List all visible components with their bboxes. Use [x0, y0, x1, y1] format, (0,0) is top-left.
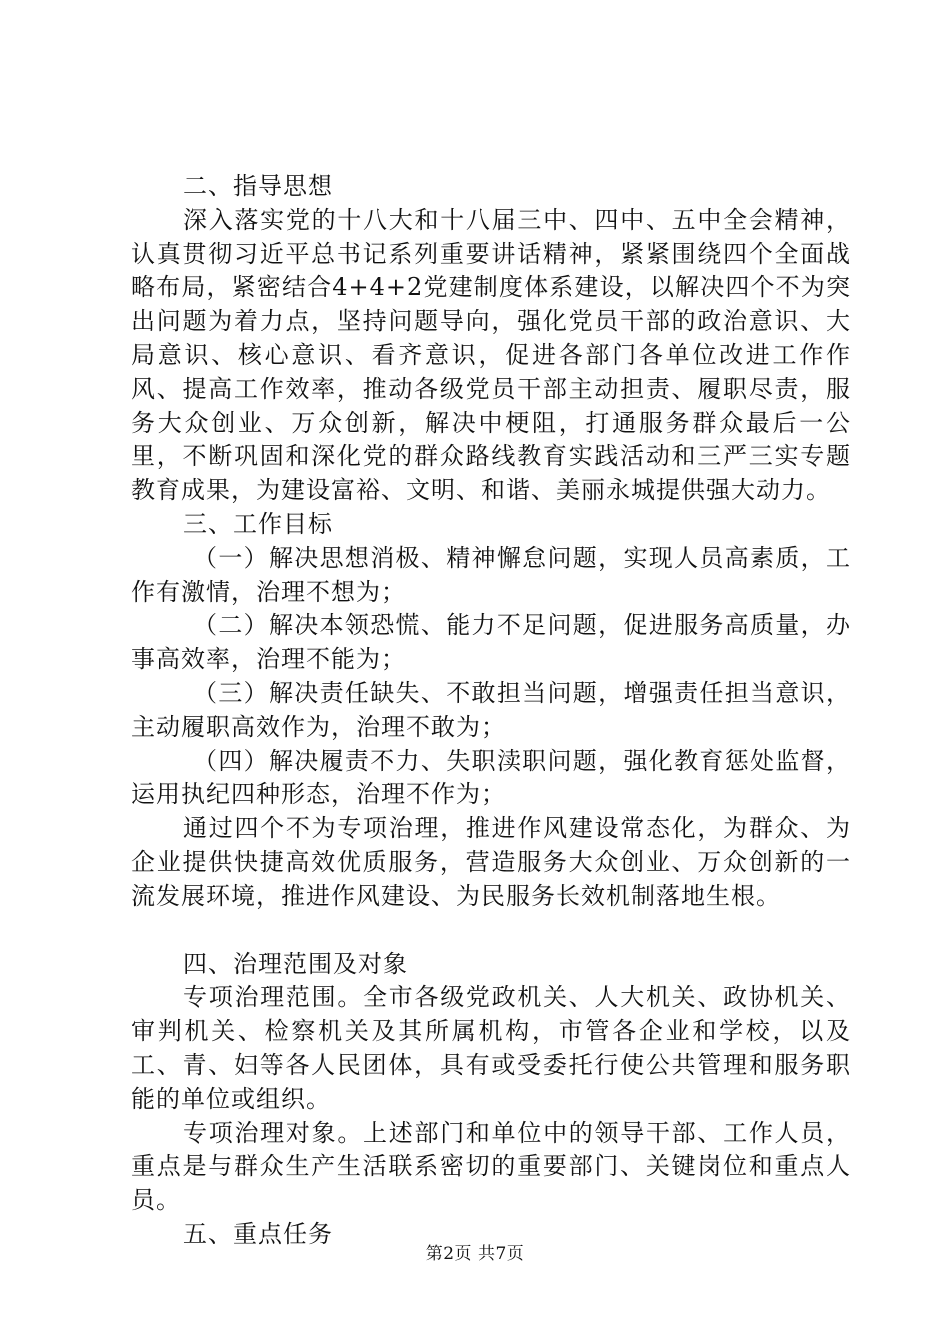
goal-item-2: （二）解决本领恐慌、能力不足问题，促进服务高质量，办事高效率，治理不能为； — [131, 611, 851, 674]
section-heading-key-tasks: 五、重点任务 — [183, 1219, 333, 1248]
page-number-footer: 第2页 共7页 — [425, 1244, 525, 1264]
section-heading-work-goals: 三、工作目标 — [183, 509, 333, 538]
goal-item-1: （一）解决思想消极、精神懈怠问题，实现人员高素质，工作有激情，治理不想为； — [131, 543, 851, 606]
paragraph-scope: 专项治理范围。全市各级党政机关、人大机关、政协机关、审判机关、检察机关及其所属机构，市管各企业和学校，以及工、青、妇等各人民团体，具有或受委托行使公共管理和服务职能的单位或组织。 — [131, 983, 851, 1113]
goal-item-3: （三）解决责任缺失、不敢担当问题，增强责任担当意识，主动履职高效作为，治理不敢为； — [131, 678, 851, 741]
paragraph-work-goals-summary: 通过四个不为专项治理，推进作风建设常态化，为群众、为企业提供快捷高效优质服务，营造服务大众创业、万众创新的一流发展环境，推进作风建设、为民服务长效机制落地生根。 — [131, 814, 851, 910]
paragraph-targets: 专项治理对象。上述部门和单位中的领导干部、工作人员，重点是与群众生产生活联系密切的重要部门、关键岗位和重点人员。 — [131, 1118, 851, 1215]
goal-item-4: （四）解决履责不力、失职渎职问题，强化教育惩处监督，运用执纪四种形态，治理不作为； — [131, 746, 851, 809]
paragraph-guiding-ideology: 深入落实党的十八大和十八届三中、四中、五中全会精神，认真贯彻习近平总书记系列重要讲话精神，紧紧围绕四个全面战略布局，紧密结合4+4+2党建制度体系建设，以解决四个不为突出问题为着力点，坚持问题导向，强化党员干部的政治意识、大局意识、核心意识、看齐意识，促进各部门各单位改进工作作风、提高工作效率，推动各级党员干部主动担责、履职尽责，服务大众创业、万众创新，解决中梗阻，打通服务群众最后一公里，不断巩固和深化党的群众路线教育实践活动和三严三实专题教育成果，为建设富裕、文明、和谐、美丽永城提供强大动力。 — [131, 205, 851, 505]
document-body — [131, 170, 851, 1252]
paragraph-gap — [131, 914, 851, 948]
section-heading-guiding-ideology: 二、指导思想 — [183, 172, 333, 200]
section-heading-scope-and-targets: 四、治理范围及对象 — [183, 949, 408, 978]
